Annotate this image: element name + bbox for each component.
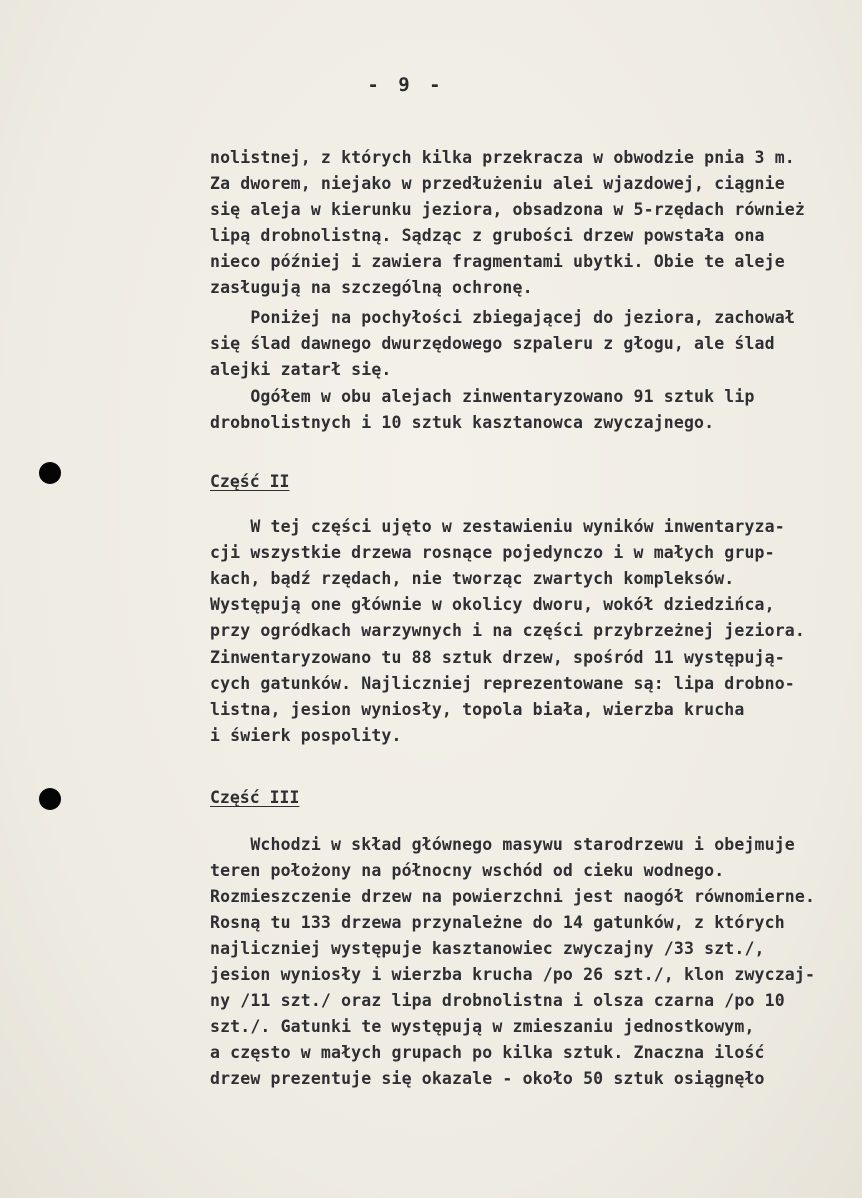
text-line: Wchodzi w skład głównego masywu starodrzewu i obejmuje [210,835,795,854]
text-line: się aleja w kierunku jeziora, obsadzona w 5-rzędach również [210,200,805,219]
text-line: Zinwentaryzowano tu 88 sztuk drzew, spośród 11 występują- [210,648,785,667]
text-line: cych gatunków. Najliczniej reprezentowane są: lipa drobno- [210,674,795,693]
punch-hole-top [39,462,61,484]
text-line: szt./. Gatunki te występują w zmieszaniu jednostkowym, [210,1017,755,1036]
text-line: Ogółem w obu alejach zinwentaryzowano 91 sztuk lip [210,387,755,406]
section-heading: Część III [210,788,300,807]
text-line: jesion wyniosły i wierzba krucha /po 26 szt./, klon zwyczaj- [210,965,816,984]
text-line: drzew prezentuje się okazale - około 50 sztuk osiągnęło [210,1069,765,1088]
text-line: W tej części ujęto w zestawieniu wyników inwentaryza- [210,517,785,536]
text-line: i świerk pospolity. [210,726,402,745]
text-line: a często w małych grupach po kilka sztuk. Znaczna ilość [210,1043,765,1062]
text-line: się ślad dawnego dwurzędowego szpaleru z głogu, ale ślad [210,334,775,353]
page-number: - 9 - [367,74,445,96]
text-line: listna, jesion wyniosły, topola biała, wierzba krucha [210,700,745,719]
text-line: Poniżej na pochyłości zbiegającej do jeziora, zachował [210,308,795,327]
text-line: Występują one głównie w okolicy dworu, wokół dziedzińca, [210,595,775,614]
text-line: alejki zatarł się. [210,360,392,379]
text-line: Rosną tu 133 drzewa przynależne do 14 gatunków, z których [210,913,785,932]
text-line: najliczniej występuje kasztanowiec zwyczajny /33 szt./, [210,939,765,958]
text-line: Rozmieszczenie drzew na powierzchni jest naogół równomierne. [210,887,816,906]
text-line: przy ogródkach warzywnych i na części przybrzeżnej jeziora. [210,621,805,640]
text-line: Za dworem, niejako w przedłużeniu alei wjazdowej, ciągnie [210,174,785,193]
text-line: nolistnej, z których kilka przekracza w obwodzie pnia 3 m. [210,148,795,167]
text-line: lipą drobnolistną. Sądząc z grubości drzew powstała ona [210,226,765,245]
punch-hole-bottom [39,788,61,810]
text-line: drobnolistnych i 10 sztuk kasztanowca zwyczajnego. [210,413,715,432]
text-line: nieco później i zawiera fragmentami ubytki. Obie te aleje [210,252,785,271]
text-line: zasługują na szczególną ochronę. [210,278,533,297]
text-line: teren położony na północny wschód od cieku wodnego. [210,861,725,880]
text-line: ny /11 szt./ oraz lipa drobnolistna i olsza czarna /po 10 [210,991,785,1010]
text-line: cji wszystkie drzewa rosnące pojedynczo i w małych grup- [210,543,775,562]
section-heading: Część II [210,472,290,491]
text-line: kach, bądź rzędach, nie tworząc zwartych kompleksów. [210,569,735,588]
